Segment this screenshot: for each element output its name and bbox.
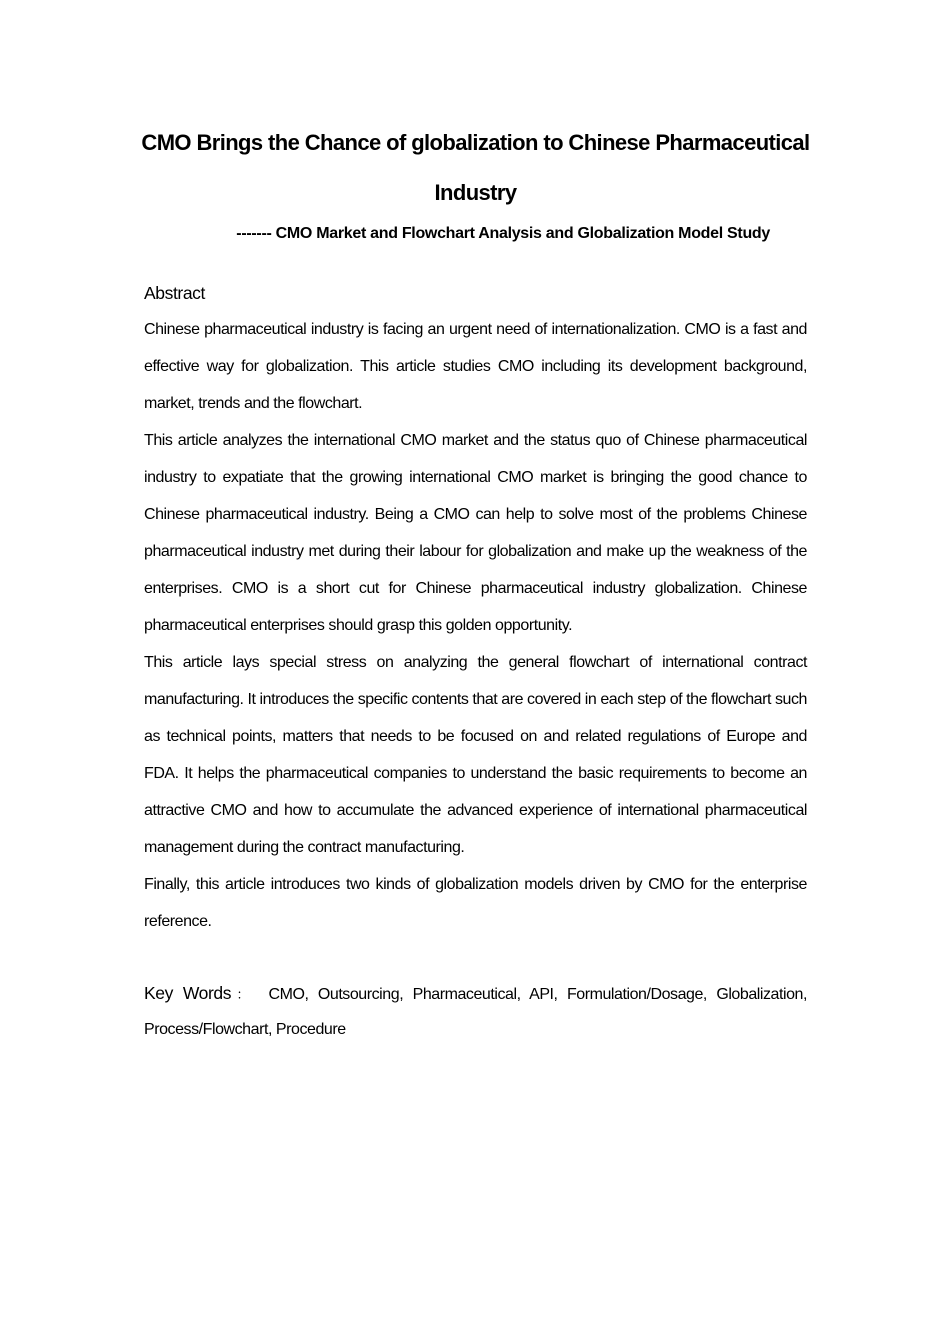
keywords-list: CMO, Outsourcing, Pharmaceutical, API, Formulation/Dosage, Globalization, Process/Flowchart, Procedure	[144, 986, 807, 1038]
abstract-paragraph: Chinese pharmaceutical industry is facing an urgent need of internationalization. CMO is a fast and effective way for globalization. This article studies CMO including its development background, market, trends and the flowchart.	[144, 321, 807, 412]
document-subtitle: ------- CMO Market and Flowchart Analysis and Globalization Model Study	[236, 225, 770, 242]
abstract-paragraph: Finally, this article introduces two kinds of globalization models driven by CMO for the enterprise reference.	[144, 876, 807, 930]
abstract-heading: Abstract	[144, 283, 205, 303]
document-title: CMO Brings the Chance of globalization to Chinese Pharmaceutical Industry	[141, 130, 810, 205]
abstract-body	[144, 311, 807, 940]
abstract-paragraph: This article analyzes the international CMO market and the status quo of Chinese pharmaceutical industry to expatiate that the growing international CMO market is bringing the good chance to Chinese pharmaceutical industry. Being a CMO can help to solve most of the problems Chinese pharmaceutical industry met during their labour for globalization and make up the weakness of the enterprises. CMO is a short cut for Chinese pharmaceutical industry globalization. Chinese pharmaceutical enterprises should grasp this golden opportunity.	[144, 432, 807, 634]
abstract-paragraph: This article lays special stress on analyzing the general flowchart of international contract manufacturing. It introduces the specific contents that are covered in each step of the flowchart such as technical points, matters that needs to be focused on and related regulations of Europe and FDA. It helps the pharmaceutical companies to understand the basic requirements to become an attractive CMO and how to accumulate the advanced experience of international pharmaceutical management during the contract manufacturing.	[144, 654, 807, 856]
keywords-separator: ：	[231, 987, 255, 1002]
keywords-label: Key Words	[144, 983, 232, 1003]
keywords-section	[144, 976, 807, 1047]
document-page	[141, 0, 810, 1344]
